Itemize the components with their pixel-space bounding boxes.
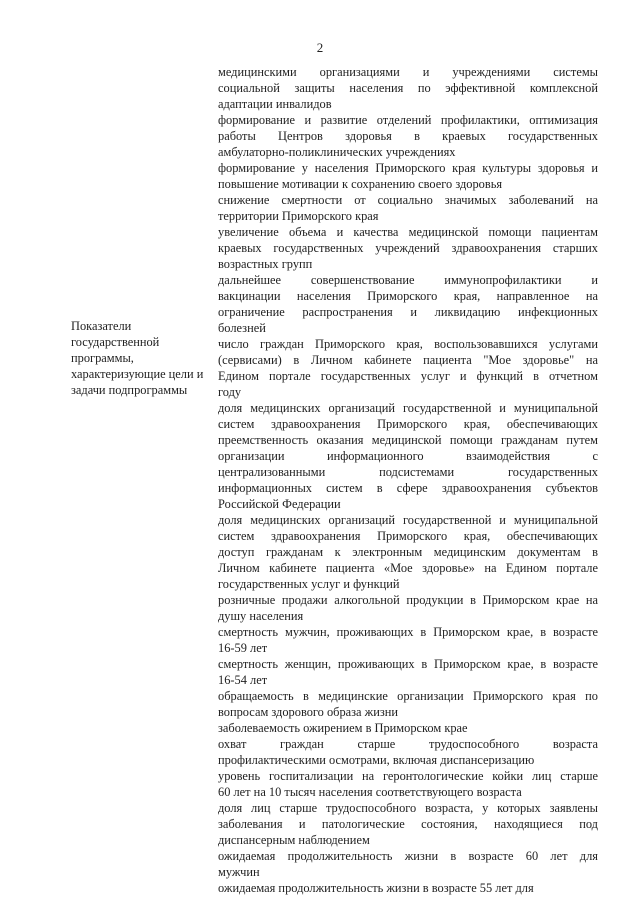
text-line: увеличение объема и качества медицинской помощи пациентам [218, 225, 598, 239]
text-line: систем здравоохранения Приморского края, обеспечивающих [218, 417, 598, 431]
text-line: Российской Федерации [218, 497, 341, 511]
text-line: обращаемость в медицинские организации Приморского края по [218, 689, 598, 703]
text-line: заболевания и патологические состояния, находящиеся под [218, 817, 598, 831]
text-line: Личном кабинете пациента «Мое здоровье» на Едином портале [218, 561, 598, 575]
text-line: душу населения [218, 609, 304, 623]
text-line: розничные продажи алкогольной продукции в Приморском крае на [218, 593, 598, 607]
text-line: смертность мужчин, проживающих в Приморском крае, в возрасте [218, 625, 598, 639]
text-line: ограничение распространения и ликвидацию инфекционных [218, 305, 598, 319]
row-label [71, 318, 213, 398]
row-label-line: задачи подпрограммы [71, 383, 188, 397]
text-line: территории Приморского края [218, 209, 379, 223]
list-item [218, 400, 598, 512]
text-line: амбулаторно-поликлинических учреждениях [218, 145, 456, 159]
text-line: вопросам здорового образа жизни [218, 705, 399, 719]
row-label-line: характеризующие цели и [71, 367, 204, 381]
text-line: доступ гражданам к электронным медицинским документам в [218, 545, 598, 559]
text-line: возрастных групп [218, 257, 313, 271]
list-item [218, 192, 598, 224]
text-line: 16-59 лет [218, 641, 268, 655]
text-line: краевых государственных учреждений здравоохранения старших [218, 241, 598, 255]
text-line: систем здравоохранения Приморского края, обеспечивающих [218, 529, 598, 543]
list-item [218, 64, 598, 112]
list-item [218, 336, 598, 400]
row-label-line: Показатели [71, 319, 132, 333]
text-line: работы Центров здоровья в краевых государственных [218, 129, 598, 143]
text-line: преемственность оказания медицинской помощи гражданам путем [218, 433, 598, 447]
text-line: снижение смертности от социально значимых заболеваний на [218, 193, 598, 207]
list-item [218, 272, 598, 336]
list-item [218, 656, 598, 688]
text-line: 60 лет на 10 тысяч населения соответствующего возраста [218, 785, 522, 799]
list-item [218, 592, 598, 624]
text-line: болезней [218, 321, 266, 335]
indicator-list [218, 64, 598, 896]
text-line: централизованными подсистемами государственных [218, 465, 598, 479]
text-line: доля медицинских организаций государственной и муниципальной [218, 401, 598, 415]
text-line: профилактическими осмотрами, включая диспансеризацию [218, 753, 535, 767]
text-line: ожидаемая продолжительность жизни в возрасте 60 лет для [218, 849, 598, 863]
list-item [218, 736, 598, 768]
text-line: году [218, 385, 242, 399]
list-item [218, 768, 598, 800]
text-line: повышение мотивации к сохранению своего здоровья [218, 177, 503, 191]
text-line: вакцинации населения Приморского края, направленное на [218, 289, 598, 303]
list-item [218, 112, 598, 160]
list-item [218, 512, 598, 592]
text-line: заболеваемость ожирением в Приморском крае [218, 721, 468, 735]
list-item [218, 848, 598, 880]
list-item [218, 224, 598, 272]
text-line: информационных систем в сфере здравоохранения субъектов [218, 481, 598, 495]
page-number: 2 [316, 40, 324, 55]
text-line: уровень госпитализации на геронтологические койки лиц старше [218, 769, 598, 783]
list-item [218, 800, 598, 848]
text-line: формирование и развитие отделений профилактики, оптимизация [218, 113, 598, 127]
text-line: Едином портале государственных услуг и функций в отчетном [218, 369, 598, 383]
row-label-line: программы, [71, 351, 134, 365]
text-line: организации информационного взаимодействия с [218, 449, 598, 463]
list-item [218, 160, 598, 192]
text-line: адаптации инвалидов [218, 97, 332, 111]
text-line: мужчин [218, 865, 260, 879]
list-item [218, 624, 598, 656]
text-line: медицинскими организациями и учреждениями системы [218, 65, 598, 79]
text-line: охват граждан старше трудоспособного возраста [218, 737, 598, 751]
text-line: смертность женщин, проживающих в Приморском крае, в возрасте [218, 657, 598, 671]
text-line: доля медицинских организаций государственной и муниципальной [218, 513, 598, 527]
text-line: (сервисами) в Личном кабинете пациента "Мое здоровье" на [218, 353, 598, 367]
text-line: социальной защиты населения по эффективной комплексной [218, 81, 598, 95]
list-item [218, 720, 598, 736]
text-line: формирование у населения Приморского края культуры здоровья и [218, 161, 598, 175]
row-label-line: государственной [71, 335, 160, 349]
list-item [218, 880, 598, 896]
text-line: дальнейшее совершенствование иммунопрофилактики и [218, 273, 598, 287]
text-line: государственных услуг и функций [218, 577, 400, 591]
text-line: число граждан Приморского края, воспользовавшихся услугами [218, 337, 598, 351]
text-line: 16-54 лет [218, 673, 268, 687]
text-line: ожидаемая продолжительность жизни в возрасте 55 лет для [218, 881, 534, 895]
list-item [218, 688, 598, 720]
text-line: диспансерным наблюдением [218, 833, 370, 847]
text-line: доля лиц старше трудоспособного возраста, у которых заявлены [218, 801, 598, 815]
